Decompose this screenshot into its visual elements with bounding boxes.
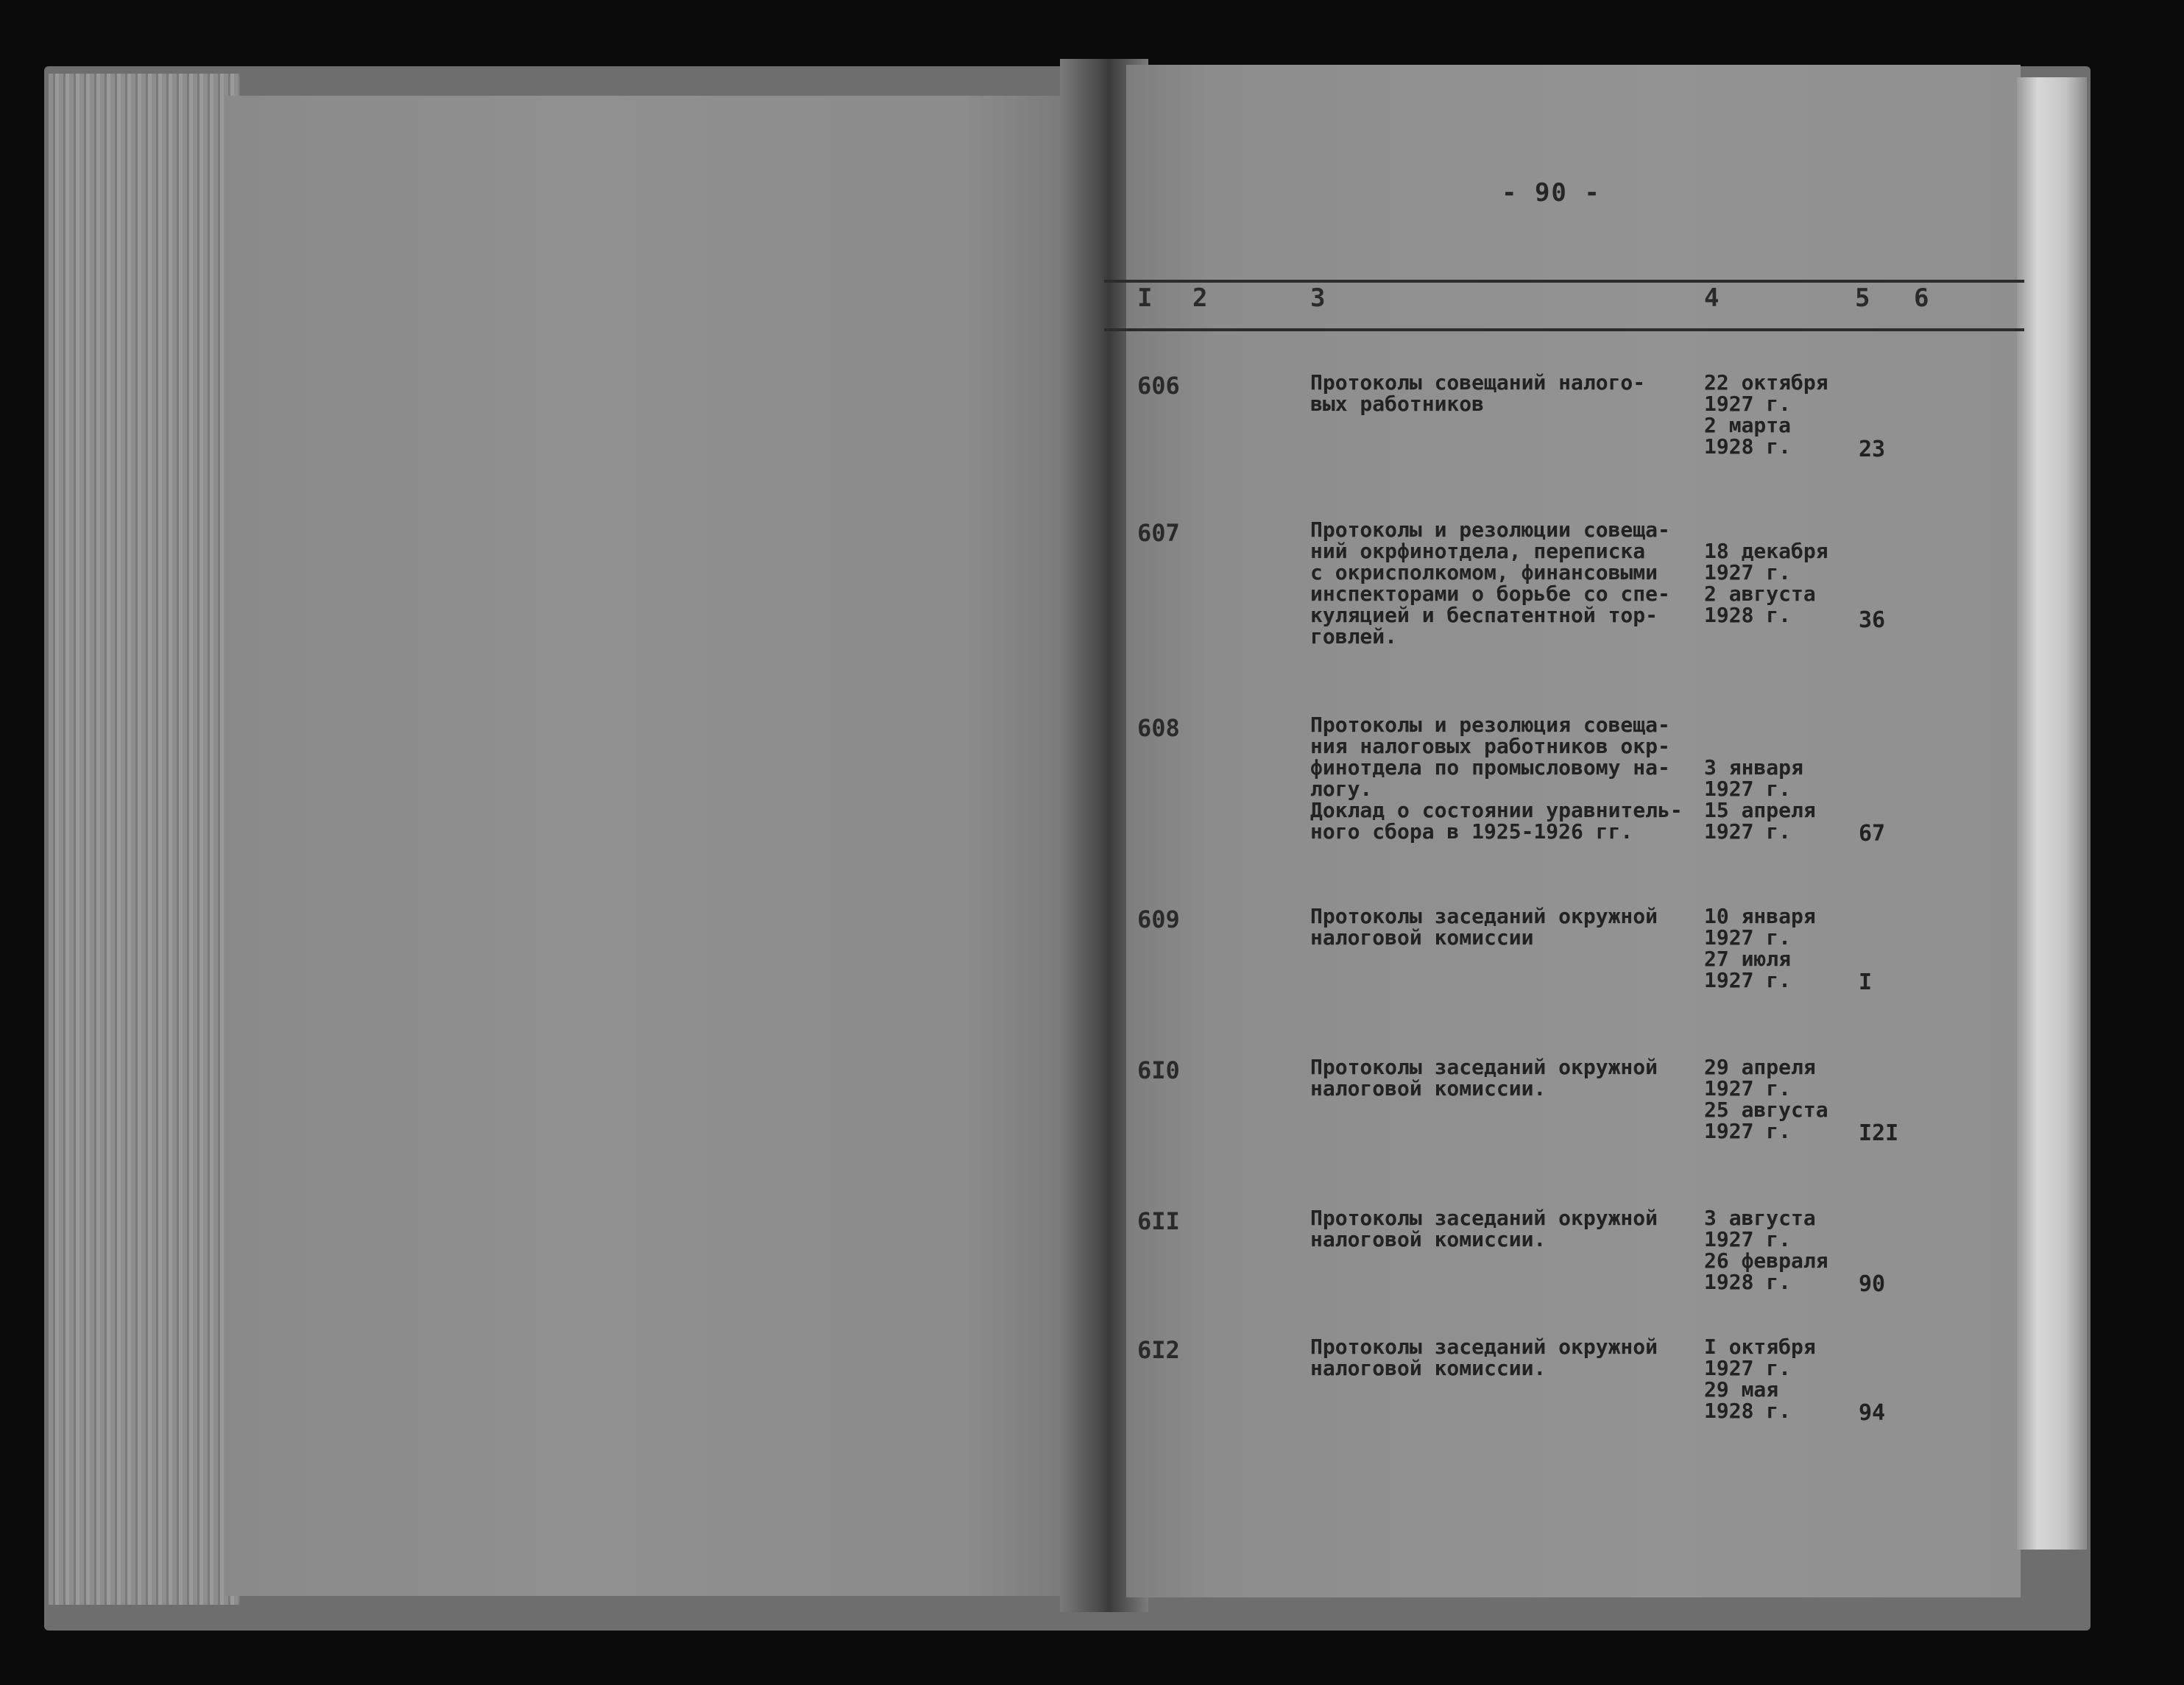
item-dates: 10 января 1927 г. 27 июля 1927 г. <box>1704 904 1816 992</box>
column-header-6: 6 <box>1914 283 1929 313</box>
item-sheets: 23 <box>1859 437 1886 462</box>
item-title: Протоколы и резолюция совеща- ния налоговых работников окр- финотдела по промысловому на- логу. Доклад о состоянии уравнитель- ного сбора в 1925-1926 гг. <box>1310 713 1683 844</box>
column-header-3: 3 <box>1310 283 1326 313</box>
item-dates: 22 октября 1927 г. 2 марта 1928 г. <box>1704 370 1828 459</box>
column-header-4: 4 <box>1704 283 1720 313</box>
item-title: Протоколы совещаний налого- вых работников <box>1310 370 1646 416</box>
item-title: Протоколы заседаний окружной налоговой комиссии. <box>1310 1055 1658 1101</box>
page-number: - 90 - <box>1502 178 1601 208</box>
column-header-2: 2 <box>1192 283 1208 313</box>
item-dates: I октября 1927 г. 29 мая 1928 г. <box>1704 1335 1816 1423</box>
item-number: 608 <box>1137 714 1180 742</box>
item-number: 6I2 <box>1137 1336 1180 1364</box>
item-sheets: I2I <box>1859 1120 1899 1146</box>
item-sheets: 36 <box>1859 607 1886 633</box>
item-title: Протоколы заседаний окружной налоговой комиссии. <box>1310 1335 1658 1380</box>
item-sheets: 94 <box>1859 1400 1886 1426</box>
column-header-5: 5 <box>1855 283 1870 313</box>
item-dates: 18 декабря 1927 г. 2 августа 1928 г. <box>1704 539 1828 627</box>
item-number: 606 <box>1137 372 1180 400</box>
item-title: Протоколы и резолюции совеща- ний окрфинотдела, переписка с окрисполкомом, финансовыми инспекторами о борьбе со спе- куляцией и беспатентной тор- говлей. <box>1310 517 1670 649</box>
item-title: Протоколы заседаний окружной налоговой комиссии <box>1310 904 1658 950</box>
header-rule-top <box>1104 280 2024 283</box>
item-number: 607 <box>1137 519 1180 547</box>
page-stack-edge <box>49 74 240 1605</box>
right-page-edge <box>2017 77 2087 1550</box>
item-dates: 3 января 1927 г. 15 апреля 1927 г. <box>1704 755 1816 844</box>
item-number: 609 <box>1137 905 1180 933</box>
item-sheets: 67 <box>1859 821 1886 847</box>
item-dates: 29 апреля 1927 г. 25 августа 1927 г. <box>1704 1055 1828 1143</box>
item-number: 6II <box>1137 1207 1180 1235</box>
column-header-1: I <box>1137 283 1153 313</box>
item-sheets: I <box>1859 969 1873 995</box>
item-dates: 3 августа 1927 г. 26 февраля 1928 г. <box>1704 1206 1828 1294</box>
item-title: Протоколы заседаний окружной налоговой комиссии. <box>1310 1206 1658 1251</box>
item-number: 6I0 <box>1137 1056 1180 1084</box>
left-page-blank <box>225 96 1093 1596</box>
header-rule-bottom <box>1104 328 2024 331</box>
item-sheets: 90 <box>1859 1271 1886 1297</box>
